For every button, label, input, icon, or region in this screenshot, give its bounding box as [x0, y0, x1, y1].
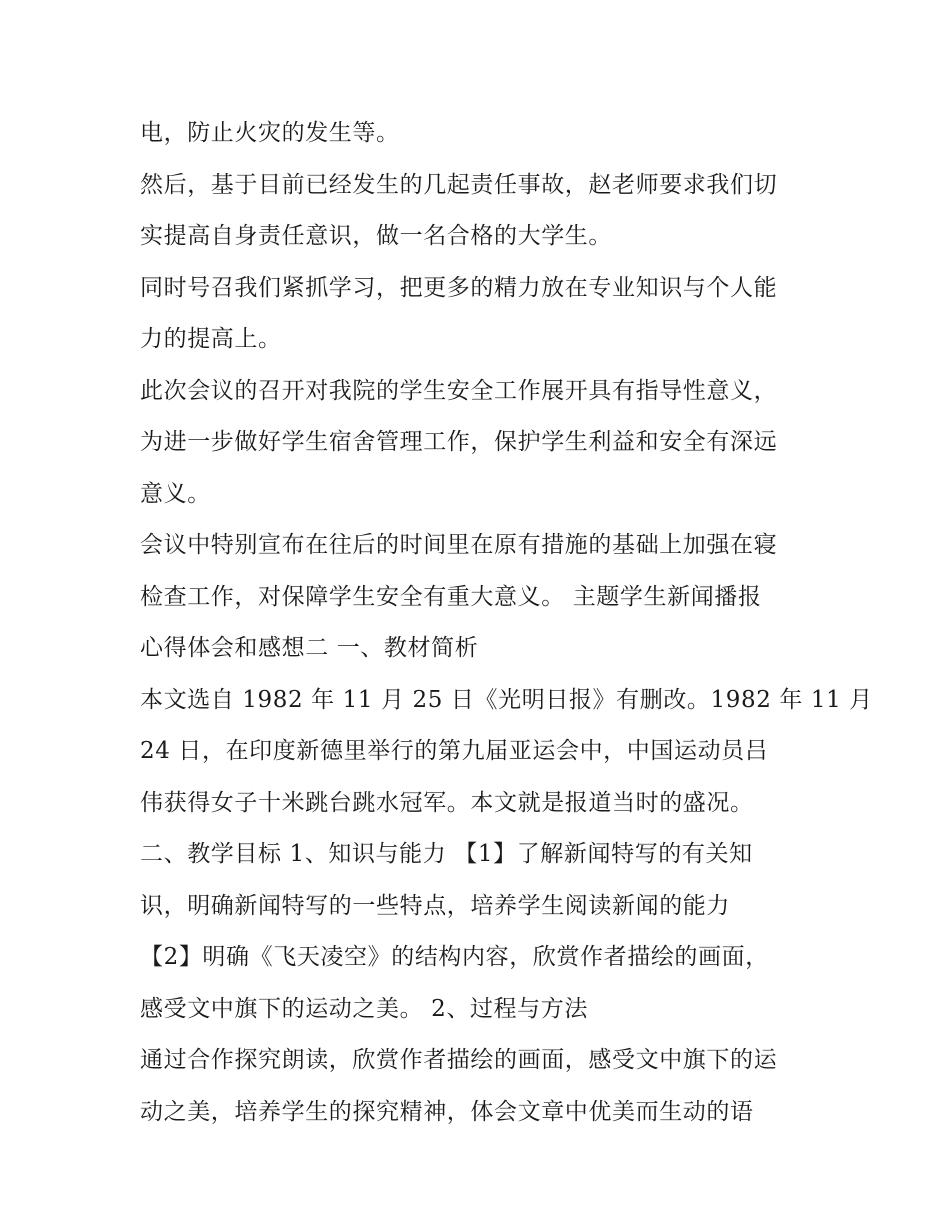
text-line: 识，明确新闻特写的一些特点，培养学生阅读新闻的能力 — [140, 892, 730, 919]
text-line: 为进一步做好学生宿舍管理工作，保护学生利益和安全有深远 — [140, 429, 778, 455]
text-line: 力的提高上。 — [140, 326, 282, 352]
text-line: 同时号召我们紧抓学习，把更多的精力放在专业知识与个人能 — [140, 274, 778, 301]
text-line: 此次会议的召开对我院的学生安全工作展开具有指导性意义， — [140, 377, 778, 404]
text-line: 二、教学目标 1、知识与能力 【1】了解新闻特写的有关知 — [140, 841, 753, 867]
text-line: 会议中特别宣布在往后的时间里在原有措施的基础上加强在寝 — [140, 532, 778, 558]
text-line: 感受文中旗下的运动之美。 2、过程与方法 — [140, 995, 588, 1022]
text-line: 电，防止火灾的发生等。 — [140, 120, 400, 146]
text-line: 【2】明确《飞天凌空》的结构内容，欣赏作者描绘的画面， — [140, 944, 769, 970]
text-line: 意义。 — [140, 480, 211, 507]
text-line: 本文选自 1982 年 11 月 25 日《光明日报》有删改。1982 年 11 月 — [140, 686, 873, 713]
text-line: 伟获得女子十米跳台跳水冠军。本文就是报道当时的盛况。 — [140, 789, 754, 816]
text-line: 检查工作，对保障学生安全有重大意义。 主题学生新闻播报 — [140, 583, 762, 610]
text-line: 然后，基于目前已经发生的几起责任事故，赵老师要求我们切 — [140, 171, 778, 198]
text-line: 动之美，培养学生的探究精神，体会文章中优美而生动的语 — [140, 1098, 754, 1125]
text-line: 24 日，在印度新德里举行的第九届亚运会中，中国运动员吕 — [140, 738, 769, 764]
body-text — [140, 108, 873, 1138]
text-line: 通过合作探究朗读，欣赏作者描绘的画面，感受文中旗下的运 — [140, 1047, 778, 1073]
text-line: 实提高自身责任意识，做一名合格的大学生。 — [140, 223, 612, 249]
text-line: 心得体会和感想二 一、教材简析 — [140, 635, 479, 661]
